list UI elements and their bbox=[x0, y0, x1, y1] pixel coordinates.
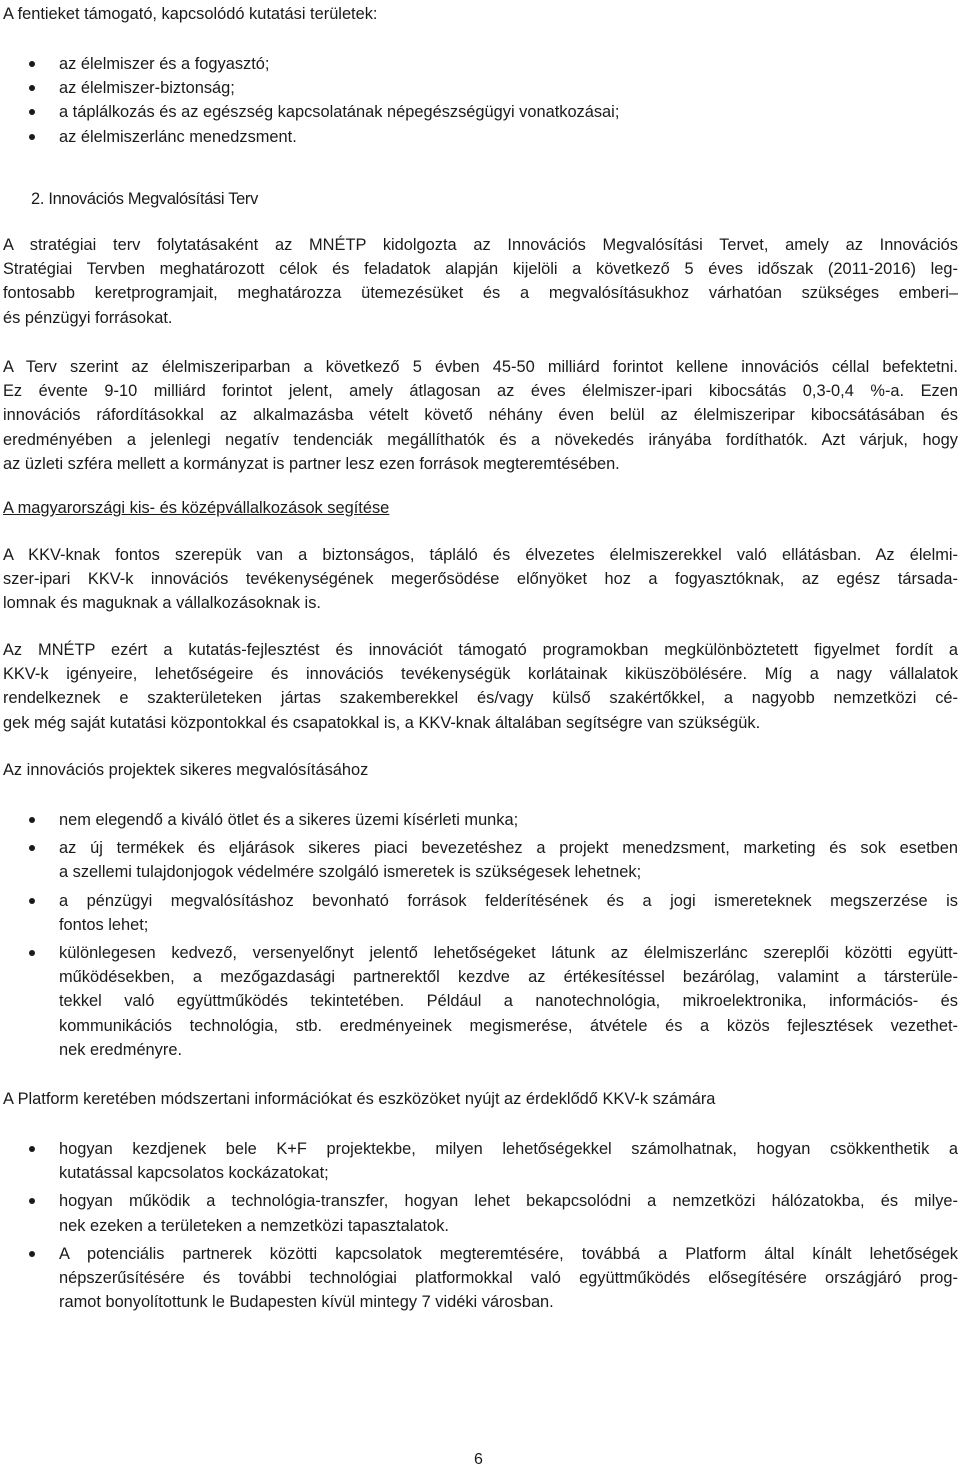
success-factors-list bbox=[0, 808, 958, 1062]
list-item: különlegesen kedvező, versenyelőnyt jelentő lehetőségeket látunk az élelmiszerlánc szereplői közötti együtt- működésekben, a mezőgazdasági partnerektől kezdve az értékesítéssel bezárólag, valamint a társterüle- tekkel való együttműködés tekintetében. Például a nanotechnológia, mikroelektronika, információs- és kommunikációs technológia, stb. eredményeinek megismerése, átvétele és a közös fejlesztések vezethet- nek eredményre. bbox=[0, 941, 958, 1062]
bullet-icon bbox=[29, 845, 35, 851]
bullet-icon bbox=[29, 61, 35, 67]
list-item: az élelmiszer és a fogyasztó; bbox=[0, 52, 958, 76]
paragraph-investment: A Terv szerint az élelmiszeriparban a következő 5 évben 45-50 milliárd forintot kellene innovációs céllal befektetni. Ez évente 9-10 milliárd forintot jelent, amely átlagosan az éves élelmiszer-ipari kibocsátás 0,3-0,4 %-a. Ezen innovációs ráfordításokkal az alkalmazásba vételt követő néhány éven belül az élelmiszeripar kibocsátásában és eredményében a jelenlegi negatív tendenciák megállíthatók és a növekedés irányába fordíthatók. Azt várjuk, hogy az üzleti szféra mellett a kormányzat is partner lesz ezen források megteremtésében. bbox=[3, 358, 958, 473]
success-label: Az innovációs projektek sikeres megvalósításához bbox=[3, 761, 369, 779]
list-item: A potenciális partnerek közötti kapcsolatok megteremtésére, továbbá a Platform által kínált lehetőségek népszerűsítésére és további technológiai platformokkal való együttműködés elősegítésére országjáró prog- ramot bonyolítottunk le Budapesten kívül mintegy 7 vidéki városban. bbox=[0, 1242, 958, 1315]
bullet-icon bbox=[29, 134, 35, 140]
list-item: a pénzügyi megvalósításhoz bevonható források felderítésének és a jogi ismereteknek megszerzése is fontos lehet; bbox=[0, 889, 958, 937]
paragraph-sme-role: A KKV-knak fontos szerepük van a biztonságos, tápláló és élvezetes élelmiszerekkel való ellátásban. Az élelmi- szer-ipari KKV-k innovációs tevékenységének megerősödése előnyöket hoz a fogyasztóknak, az egész társada- lomnak és maguknak a vállalkozásoknak is. bbox=[3, 546, 958, 613]
list-item: hogyan működik a technológia-transzfer, hogyan lehet bekapcsolódni a nemzetközi hálózatokba, és milye- nek ezeken a területeken a nemzetközi tapasztalatok. bbox=[0, 1189, 958, 1237]
paragraph-mnetp-focus: Az MNÉTP ezért a kutatás-fejlesztést és innovációt támogató programokban megkülönböztetett figyelmet fordít a KKV-k igényeire, lehetőségeire és innovációs tevékenységük korlátainak kiküszöbölésére. Míg a nagy vállalatok rendelkeznek e szakterületeken jártas szakemberekkel és/vagy külső szakértőkkel, a nagyobb nemzetközi cé- gek még saját kutatási központokkal és csapatokkal is, a KKV-knak általában segítségre van szükségük. bbox=[3, 641, 958, 732]
section-title: 2. Innovációs Megvalósítási Terv bbox=[31, 190, 258, 208]
list-item: az élelmiszerlánc menedzsment. bbox=[0, 125, 958, 149]
bullet-icon bbox=[29, 950, 35, 956]
bullet-icon bbox=[29, 1251, 35, 1257]
list-item: hogyan kezdjenek bele K+F projektekbe, milyen lehetőségekkel számolhatnak, hogyan csökkenthetik a kutatással kapcsolatos kockázatokat; bbox=[0, 1137, 958, 1185]
list-item: az élelmiszer-biztonság; bbox=[0, 76, 958, 100]
intro-label: A fentieket támogató, kapcsolódó kutatási területek: bbox=[3, 5, 378, 23]
research-areas-list bbox=[0, 52, 958, 149]
bullet-icon bbox=[29, 109, 35, 115]
bullet-icon bbox=[29, 1146, 35, 1152]
list-item: nem elegendő a kiváló ötlet és a sikeres üzemi kísérleti munka; bbox=[0, 808, 958, 832]
bullet-icon bbox=[29, 817, 35, 823]
bullet-icon bbox=[29, 85, 35, 91]
list-item: a táplálkozás és az egészség kapcsolatának népegészségügyi vonatkozásai; bbox=[0, 100, 958, 124]
platform-offerings-list bbox=[0, 1137, 958, 1314]
list-item: az új termékek és eljárások sikeres piaci bevezetéshez a projekt menedzsment, marketing és sok esetben a szellemi tulajdonjogok védelmére szolgáló ismeretek is szükségesek lehetnek; bbox=[0, 836, 958, 884]
bullet-icon bbox=[29, 1198, 35, 1204]
platform-label: A Platform keretében módszertani információkat és eszközöket nyújt az érdeklődő KKV-k számára bbox=[3, 1090, 716, 1108]
page-number: 6 bbox=[474, 1451, 483, 1468]
paragraph-strategy: A stratégiai terv folytatásaként az MNÉTP kidolgozta az Innovációs Megvalósítási Tervet, amely az Innovációs Stratégiai Tervben meghatározott célok és feladatok alapján kijelöli a következő 5 éves időszak (2011-2016) leg- fontosabb keretprogramjait, meghatározza ütemezésüket és a megvalósításukhoz várhatóan szükséges emberi– és pénzügyi forrásokat. bbox=[3, 236, 958, 327]
sme-heading: A magyarországi kis- és középvállalkozások segítése bbox=[3, 499, 390, 517]
bullet-icon bbox=[29, 898, 35, 904]
